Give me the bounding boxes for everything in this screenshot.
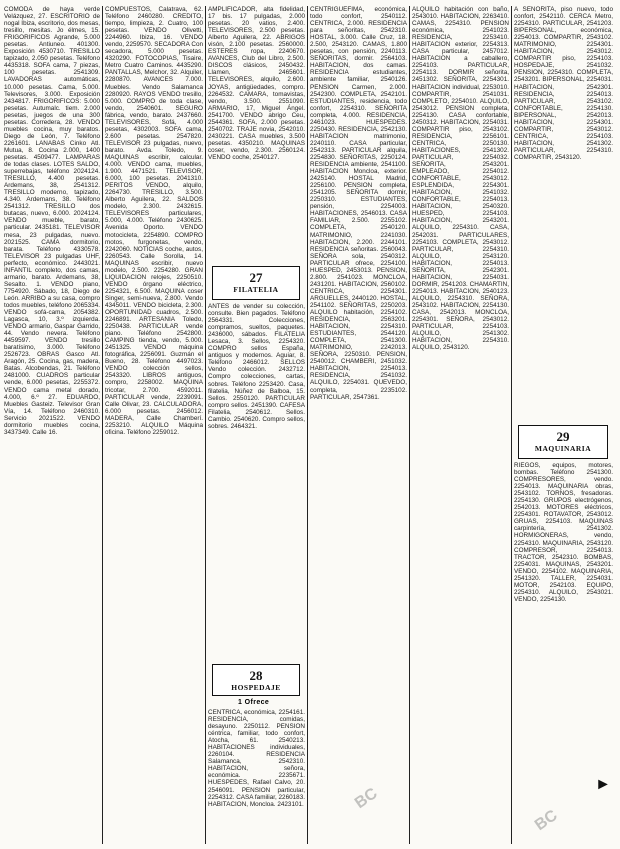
column-1 — [4, 6, 100, 846]
page-corner-mark: ► — [595, 776, 611, 793]
section-number: 27 — [249, 270, 263, 285]
column-4 — [310, 6, 407, 846]
column-6-top-text: A SEÑORITA, piso nuevo, todo confort, 2542110. CERCA Metro, 2254310. PARTICULAR, 2541203. BIPERSONAL, económica, 2254013. COMPARTIR, 2543102. MATRIMONIO, 2254301. HABITACION, 2543012. COMPARTIR piso, 2254103. HOSPEDAJE, 2541032. PENSION, 2254310. COMPLETA, 2543201. BIPERSONAL, 2254031. HABITACION, 2542301. RESIDENCIA, 2254013. PARTICULAR, 2543102. CONFORTABLE, 2254130. BIPERSONAL, 2542013. HABITACION, 2254301. COMPARTIR, 2543012. CENTRICA, 2254103. HABITACION, 2541302. PARTICULAR, 2254310. COMPARTIR, 2543120. — [514, 6, 613, 161]
column-5 — [412, 6, 509, 846]
column-divider — [409, 6, 410, 844]
section-number: 29 — [556, 429, 570, 444]
section-title: HOSPEDAJE — [231, 683, 281, 692]
section-title: MAQUINARIA — [534, 444, 592, 453]
section-title: FILATELIA — [233, 285, 279, 294]
column-3-bottom-text: CENTRICA, económica, 2254161. RESIDENCIA, comidas, desayuno. 2250112. PENSION céntrica, familiar, todo confort, Atocha, 61. 2540213. HABITACIONES individuales, 2260104. RESIDENCIA Salamanca, 2542310. HABITACION, señora, económica. 2235671. HUESPEDES, Rafael Calvo, 20. 2546091. PENSION particular, 2254312. CASA familiar, 2260183. HABITACION, Moncloa. 2423101. — [208, 709, 305, 808]
watermark-mark: BC — [531, 807, 561, 835]
column-divider — [205, 6, 206, 844]
column-6-top — [514, 6, 613, 422]
column-2 — [105, 6, 203, 846]
column-1-text: COMODA de haya verde Velázquez, 27. ESCRITORIO de nogal Ibiza, escritorio, dos mesas, tresillo, mesitas. Jo élmes, 15. FRIGORIFICOS Agrande, 5.000 pesetas. Antiuneo. 401300. Exposición 4530710. TRESILLO tapizado, 2.050 pesetas. Teléfono 4435318. SOFA cama, 7 piezas, 100 pesetas. 2541309. LAVADORAS automáticas, 10.000 pesetas. Cama, 5.000. Televisores, 3.000. Exposición 2434817. FRIGORIFICOS: 5.000 pesetas. Autumalc. tiem. 2.000 pesetas, juegos de una 300 pesetas. Corredera, 28. VENDO muebles cocina, muy baratos. Diego de León, 7. Teléfono 2261601. LANABAS Cinko Atl. Mutua, 8. Cocina 2.000, 1400 pesetas. 4509477. LAMPARAS de todas clases. LOTES SALDO, superrebajas, teléfono 2024124. TRESILLO, 4.400 pesetas. Ardemans, 38, 2541312. TRESILLO moderno, tapizado, 4.340. Ardemans, 38. Teléfono 2541312. TRESILLO dos butacas, nuevo, 6.000. 2024124. VENDO mueble, barato, particular. 2435181. TELEVISOR mesa, 23 pulgadas, nuevo. 2021525. CAMA dormitorio, barata. Teléfono 4330578. TELEVISOR 23 pulgadas UHF, perfecto, económico. 2443021. INFANTIL completo, dos camas, armario, barato. Ardemans, 38, Sesalto. 1. VENDO piano, 7754920. Sábado, 18, Diego de León. ARRIBO a su casa, compro todos muebles, teléfono 2065334. VENDO sofá-cama, 2054382. Lagasca, 10, 3.º izquierda. VENDO armario, Gaspar Garrido, 44. Vendo nevera. Teléfono 4459597. VENDO tresillo baratísimo, 3.000. Teléfono 2526723. OBRAS Gasco Atl. Aragón, 25. Cocina, gas, madera, Batas. Alcobendas, 21. Teléfono 2481000. CUADROS particular vende, 6.000 pesetas, 2255372. VENDO cama metal dorado, 4.000, 6.º 27. EDUARDO, Muebles Gasteiz. Televisor Gran Vía, 14. Teléfono 2460310. Servicio 2021522. VENDO dormitorio muebles cocina, 3437349. Calle 16. — [4, 6, 100, 436]
column-2-text: COMPUESTOS, Calatrava, 62. Teléfono 2460280. CREDITO, tiempo, limpieza, 2. Cuatro, 100 pesetas. VENDO Olivetti, 2244960. Ibiza, 16. VENDO vendo, 2259570. SECADORA Con secadora, 5.000 pesetas. 4320290. FOTOCOPIAS, Tisaire, Metro Cuatro Caminos. 4435290. PANTALLAS, Melchor, 32. Alquiler, 2280870. AVANCES 7.000. Muebles. Vendo Salamanca 2280920. RAYOS VENDO tresillo, 5.000. COMPRO de toda clase, vendo, 2540601. SEGURO fábrica, vendo, barato. 2437660. TELEVISORES, Sofá, 4.000 pesetas, 4302003. SOFA cama, 2.600 pesetas. 2547820. TELEVISOR 23 pulgadas, nuevo, barato. Avda. Toledo, 9. MAQUINAS escribir, calcular. 4.000. VENDO cama, muebles, 1.900. 4471521. TELEVISOR, 6.000, 100 pesetas. 2041310. PERITOS VENDO, alquilo, 2264730. TRESILLO, 3.500. Alberto Aguilera, 22. SALDOS modelo, 2.300. 2432615. TELEVISORES particulares, 5.000, 4.000. Teléfono 2430625. Avenida Oporto. VENDO motocicleta, 2254890. COMPRO motos, furgonetas, vendo, 2242060. NOTICIAS coche, autos, 2260543. Calle Sorolla, 14. MAQUINAS escribir, nuevo modelo, 2.500. 2254280. GRAN LIQUIDACION relojes, 2250510. VENDO órgano eléctrico, 2254321, 6.500. MAQUINA coser Singer, semi-nueva, 2.800. Vendo 4345011. VENDO bicicleta, 2.300. OPORTUNIDAD cuadros, 2.500. 2246891. ARTESANIA Toledo, 2250438. PARTICULAR vende piano. Teléfono 2542800. CAMPING tienda, vendo, 5.000. 2451325. VENDO máquina fotográfica, 2256091. Guzmán el Bueno, 28. Teléfono 4497023. VENDO colección sellos, 2543320. LIBROS antiguos, compro, 2258002. MAQUINA tricotar, 2.700. 4592011. PARTICULAR vende, 2239091. Calle Olivar, 23. CALCULADORA, 6.000 pesetas. 2456012. MADERA, Calle Chamberí. 2253210. ALQUILO Máquina oficina. Teléfono 2259012. — [105, 6, 203, 436]
column-divider — [307, 6, 308, 844]
column-divider — [102, 6, 103, 844]
column-3-bottom — [208, 709, 305, 843]
column-3-middle — [208, 303, 305, 661]
column-divider — [511, 6, 512, 844]
section-box-maquinaria — [518, 425, 608, 459]
column-5-text: ALQUILO habitación con baño, 2543010. HABITACION, 2263410. CAMAS, 2254310. PENSION económica, 2541023. RESIDENCIA, 2253410. HABITACION exterior, 2254313. CASA particular, 2457012. HABITACION a caballero, 2254103. PARTICULAR, 2254113. DORMIR señorita, 2451302. SEÑORITA, 2254301. HABITACION individual, 2253010. COMPARTIR, 2541031. COMPLETO, 2254010. ALQUILO, 2543012. PENSION completa, 2254130. CASA confortable, 2450312. HABITACION, 2254031. COMPARTIR piso, 2543102. RESIDENCIA, 2256101. CENTRICA, 2250130. HABITACIONES, 2541302. PARTICULAR, 2254032. SEÑORITA, 2543201. EMPLEADO, 2254012. CONFORTABLE, 2543012. ESPLENDIDA, 2254301. HABITACION, 2541032. CONFORTABLE, 2254013. HABITACION, 2540320. HUESPED, 2254103. HABITACION, 2543201. ALQUILO, 2254310. CASA, 2542031. PARTICULARES, 2254103. COMPLETA, 2543012. PARTICULAR, 2254310. ALQUILO, 2543120. HABITACION, 2254013. SEÑORITA, 2542301. HABITACION, 2254031. DORMIR, 2541203. CHAMARTIN, 2254013. HABITACION, 2540123. ALQUILO, 2254310. SEÑORA, 2543102. HABITACION, 2254130. CASA, 2542013. MONCLOA, 2254301. SEÑORA, 2543012. PARTICULAR, 2254103. ALQUILO, 2541302. HABITACION, 2254310. ALQUILO, 2543120. — [412, 6, 509, 352]
section-number: 28 — [249, 668, 263, 683]
section-box-filatelia — [212, 266, 300, 300]
column-3-middle-text: ANTES de vender su colección, consulte. Bien pagados. Teléfono 2564331. Colecciones, compramos, sueltos, paquetes. 2436000, sábados. FILATELIA Lesaca, 3. Sellos, 2254320. COMPRO sellos España, antiguos y modernos. Aguiar, 8. Teléfono 2466012. SELLOS Vendo colección. 2432712. Compro colecciones, cartas, sobres. Teléfono 2253420. Casa, filatelia, Núñez de Balboa, 15. Sellos. 2550120. PARTICULAR compro sellos. 2451390. CAFESA Filatelia, 2540612. Sellos. Cambio. 2540620. Compro sellos, sobres. 2464321. — [208, 303, 305, 430]
subsection-heading: 1 Ofrece — [238, 699, 270, 706]
column-6-bottom-text: RIEGOS, equipos, motores, bombas. Teléfono 2541300. COMPRESORES, vendo. 2254013. MAQUINARIA obras, 2543102. TORNOS, fresadoras. 2254130. GRUPOS electrógenos, 2542013. MOTORES eléctricos, 2254301. ROTAVATOR, 2543012. GRUAS, 2254103. MAQUINAS carpintería, 2541302. HORMIGONERAS, vendo, 2254310. MAQUINARIA, 2543120. COMPRESOR, 2254013. TRACTOR, 2542310. BOMBAS, 2254031. MAQUINAS, 2543201. VENDO, 2254102. MAQUINARIA, 2541320. TALLER, 2254031. MOTOR, 2542103. EQUIPO, 2254310. ALQUILO, 2543021. VENDO, 2254130. — [514, 462, 613, 603]
section-box-hospedaje — [212, 664, 300, 696]
watermark-mark: BC — [351, 785, 381, 813]
column-3-top — [208, 6, 305, 262]
column-3-top-text: AMPLIFICADOR, alta fidelidad, 17 bis. 17 pulgadas, 2.000 pesetas. 20 vatios, 2.400. TELEVISORES, 2.500 pesetas. Alberto Aguilera, 22. ABRIGOS visón, 2.100 pesetas. 2560000. ESTERES ropa, 2240670. AVANCES, Club del Libro, 2.500. DISCOS clásicos, 2450432. Llamen, 2465601. TELEVISORES, alquilo, 2.600. JOYAS, antigüedades, compro. 2264532. CAMARA, tomavistas, vendo, 3.500. 2551090. ARMARIO, 17, Miguel Ángel. 2541700. VENDO abrigo Ceu, 2544361. SOFA, 2.000 pesetas. 2540702. TRAJE novia, 2542010. 2430221. CASA muebles, 3.500 pesetas. 4350210. MAQUINAS coser, vendo, 2.300. 2560124. VENDO coche, 2540127. — [208, 6, 305, 161]
column-4-text: CENTRIGUEFIMA, económica, todo confort, 2540112. CENTRICA, 2.000. RESIDENCIA para señoritas, 2542310. HOSTAL, 3.000. Calle Cruz, 18. 2.500, 2543120. CAMAS, 1.800 pesetas, con pensión, 2240113. SEÑORITAS, dormir. 2564103. HABITACION, dos camas. RESIDENCIA estudiantes, ambiente familiar, 2540126. PENSION Carmen, 2.000. 2542300. COMPLETA, 2542101. ESTUDIANTES, residencia, todo confort, 2254310. SEÑORITA completa, 4.000. RESIDENCIA, 2461023. HUESPEDES. 2250430. RESIDENCIA, 2542130. HABITACION matrimonio, 2240110. CASA particular, 2542313. PARTICULAR alquila, 2254830. SEÑORITAS, 2250124. RESIDENCIA ambiente, 2541100. HABITACION Moncloa, exterior. 2425140. HOSTAL Madrid, 2256100. PENSION completa, 2541205. SEÑORITA dormir, 2250310. ESTUDIANTES, pensión, 2254003. HABITACIONES, 2546013. CASA FAMILIAR, 2.500. 2255102. COMPLETA, 2540120. MATRIMONIO, 2241030. HABITACION, 2.200. 2244101. RESIDENCIA señoritas. 2560043. SEÑORA sola, 2540312. PARTICULAR ofrece, 2254100. HUESPED, 2453013. PENSION, 2.800. 2541023. MONCLOA, 2431201. HABITACION, 2560102. CENTRICA, 2254301. ARGUELLES, 2440120. HOSTAL, 2541102. SEÑORITAS, 2250203. ALQUILO habitación, 2254102. RESIDENCIA, 2563201. HABITACION, 2254310. ESTUDIANTES, 2544120. COMPLETA, 2541300. MATRIMONIO, 2242013. SEÑORA, 2250310. PENSION, 2540012. CHAMBERI, 2451032. HABITACION, 2254013. RESIDENCIA, 2541032. ALQUILO, 2254031. QUEVEDO, completa, 2235102. PARTICULAR, 2547361. — [310, 6, 407, 401]
